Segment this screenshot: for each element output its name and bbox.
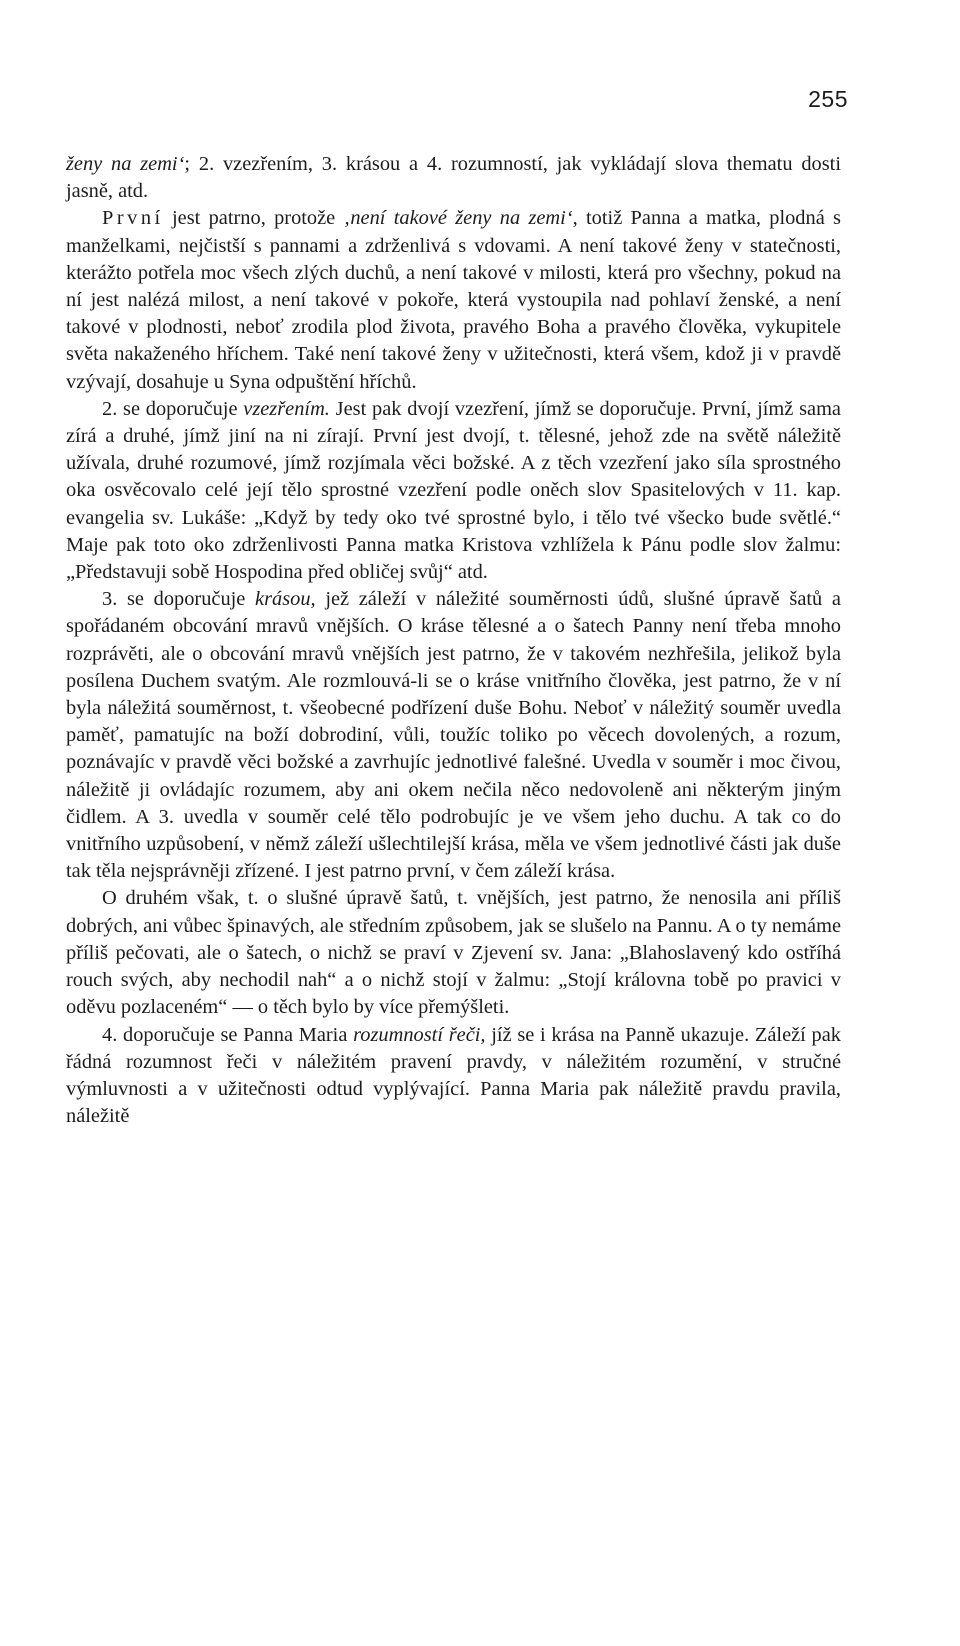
paragraph-text: jež záleží v náležité souměrnosti údů, slušné úpravě šatů a spořádaném obcování mravů vnějších. O kráse tělesné a o šatech Panny není třeba mnoho rozprávěti, ale o obcování mravů vnějších jest patrno, že v takovém nezhřešila, jelikož byla posílena Duchem svatým. Ale rozmlouvá-li se o kráse vnitřního člověka, jest patrno, že v ní byla náležitá souměrnost, t. všeobecné podřízení duše Bohu. Neboť v náležitý souměr uvedla paměť, pamatujíc na boží dobrodiní, vůli, toužíc toliko po věcech dovolených, a rozum, poznávajíc v pravdě věci božské a zavrhujíc jednotlivé falešné. Uvedla v souměr i moc čivou, náležitě ji ovládajíc rozumem, aby ani okem nečila něco nedovoleně ani některým jiným čidlem. A 3. uvedla v souměr celé tělo podrobujíc je ve všem jeho duchu. A tak co do vnitřního uzpůsobení, v němž záleží ušlechtilejší krása, měla ve všem jednotlivé části jak duše tak těla nejsprávněji zřízené. I jest patrno první, v čem záleží krása.: [66, 588, 841, 883]
paragraph-6: [66, 1022, 841, 1131]
paragraph-text: 3. se doporučuje: [102, 588, 256, 611]
paragraph-text: , totiž Panna a matka, plodná s manželkami, nejčistší s pannami a zdrženlivá s vdovami. A není takové ženy v statečnosti, kterážto potřela moc všech zlých duchů, a není takové v milosti, která pro všechny, pokud na ní jest nalézá milost, a není takové v pokoře, která vystoupila nad pohlaví ženské, a není takové v plodnosti, neboť zrodila plod života, pravého Boha a pravého člověka, vykupitele světa nakaženého hříchem. Také není takové ženy v užitečnosti, která všem, kdož ji v pravdě vzývají, dosahuje u Syna odpuštění hříchů.: [66, 207, 841, 393]
paragraph-text: jíž se i krása na Panně ukazuje. Záleží pak řádná rozumnost řeči v náležitém pravení pravdy, v náležitém rozumění, v stručné výmluvnosti a v užitečnosti odtud vyplývající. Panna Maria pak náležitě pravdu pravila, náležitě: [66, 1023, 841, 1128]
paragraph-4: [66, 586, 841, 885]
italic-phrase: ženy na zemi‘: [66, 153, 185, 175]
body-text: [66, 151, 841, 1130]
italic-keyword: krásou,: [255, 588, 316, 611]
italic-keyword: rozumností řeči,: [353, 1023, 486, 1046]
paragraph-text: O druhém však, t. o slušné úpravě šatů, t. vnějších, jest patrno, že nenosila ani příliš dobrých, ani vůbec špinavých, ale středním způsobem, jak se slušelo na Pannu. A o ty nemáme příliš pečovati, ale o šatech, o nichž se praví v Zjevení sv. Jana: „Blahoslavený kdo ostříhá rouch svých, aby nechodil nah“ a o nichž stojí v žalmu: „Stojí královna tobě po pravici v oděvu pozlaceném“ — o těch bylo by více přemýšleti.: [66, 887, 841, 1019]
page-number: 255: [808, 86, 848, 112]
italic-quote: ‚není takové ženy na zemi‘: [343, 207, 573, 230]
italic-keyword: vzezřením.: [243, 397, 330, 420]
paragraph-text: 4. doporučuje se Panna Maria: [102, 1023, 354, 1046]
paragraph-5: [66, 885, 841, 1021]
paragraph-text: Jest pak dvojí vzezření, jímž se doporučuje. První, jímž sama zírá a druhé, jímž jiní na ni zírají. První jest dvojí, t. tělesné, jehož zde na světě náležitě užívala, druhé rozumové, jímž rozjímala věci božské. A z těch vzezření jako síla sprostného oka osvěcovalo celé její tělo sprostné vzezření podle oněch slov Spasitelových v 11. kap. evangelia sv. Lukáše: „Když by tedy oko tvé sprostné bylo, i tělo tvé všecko bude světlé.“ Maje pak toto oko zdrženlivosti Panna matka Kristova vzhlížela k Pánu podle slov žalmu: „Představuji sobě Hospodina před obličej svůj“ atd.: [66, 397, 841, 584]
paragraph-text: ; 2. vzezřením, 3. krásou a 4. rozumností, jak vykládají slova thematu dosti jasně, atd.: [66, 153, 842, 203]
paragraph-3: [66, 396, 841, 586]
paragraph-text: 2. se doporučuje: [102, 397, 244, 420]
paragraph-2: [66, 205, 841, 395]
paragraph-text: jest patrno, protože: [163, 207, 344, 230]
spaced-word: První: [102, 207, 164, 230]
paragraph-1: [66, 151, 841, 205]
